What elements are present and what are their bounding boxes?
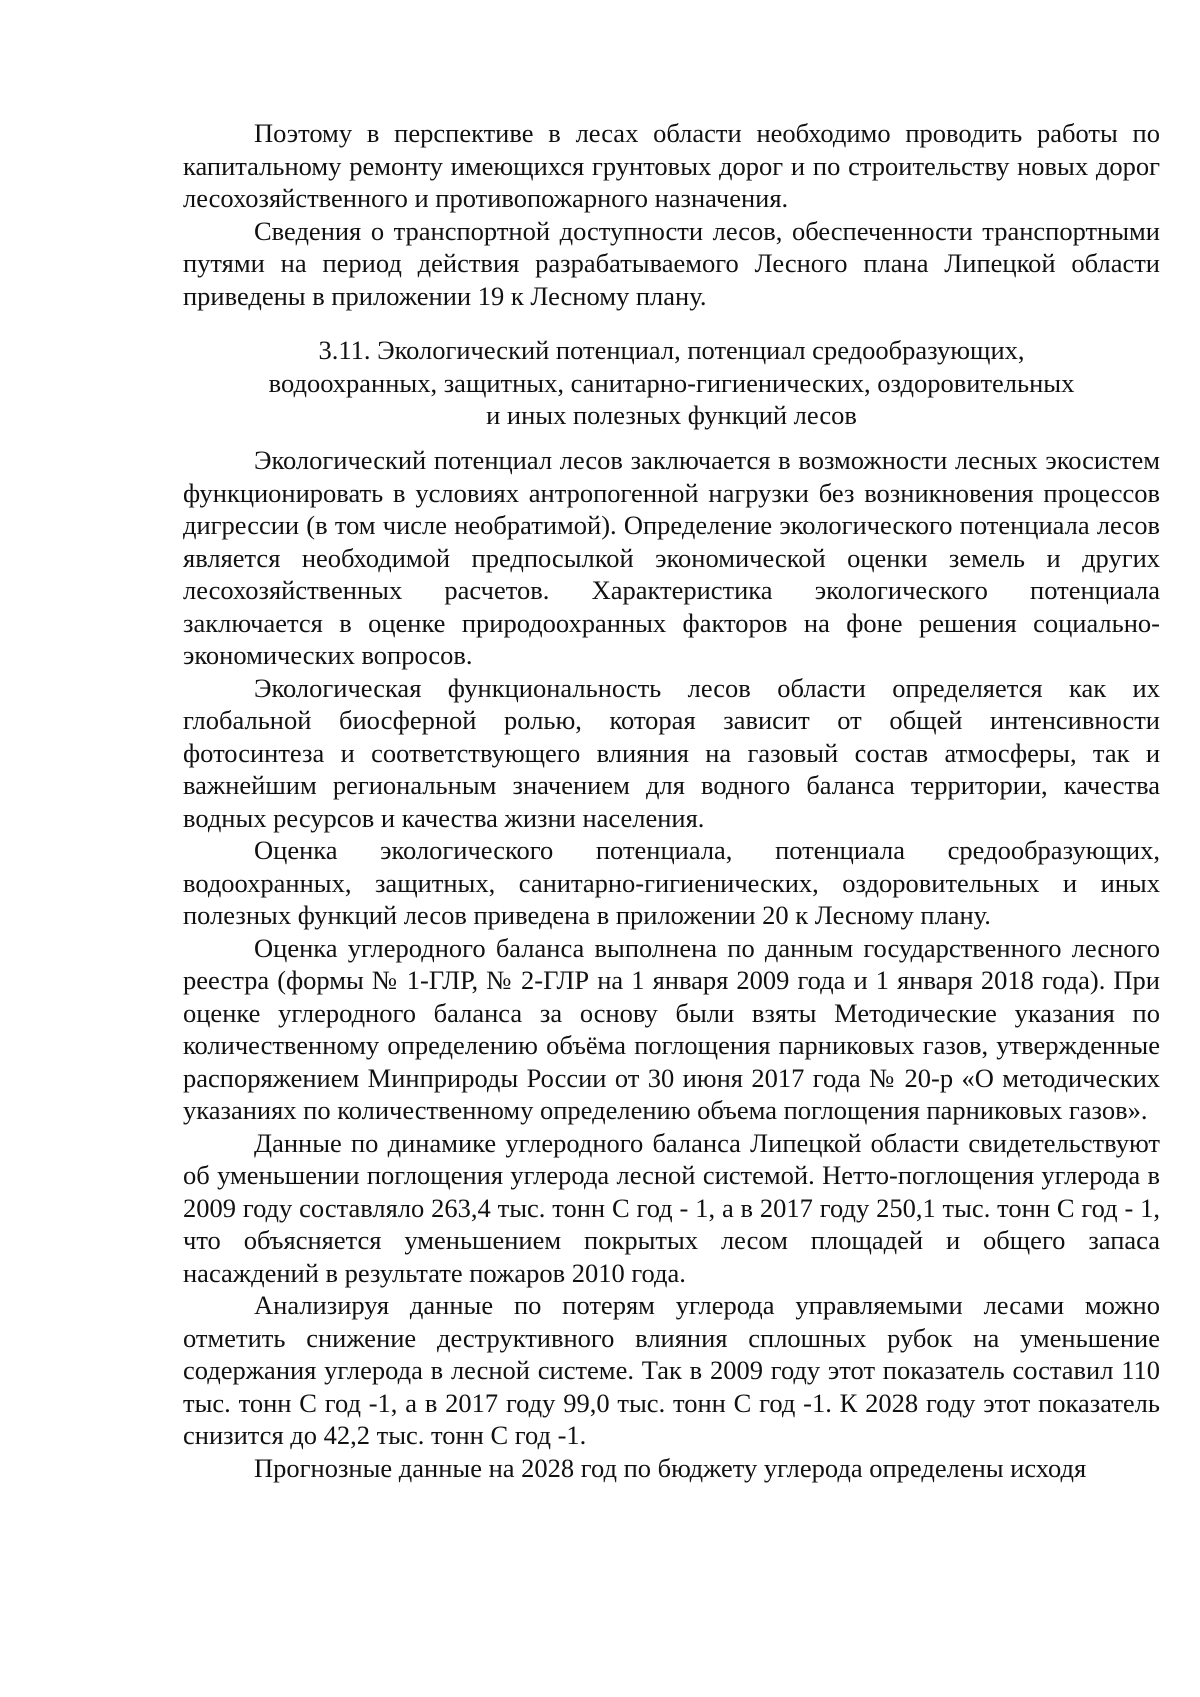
- section-heading-line-3: и иных полезных функций лесов: [486, 400, 857, 430]
- paragraph-carbon-balance-method: Оценка углеродного баланса выполнена по данным государственного лесного реестра (формы № 1-ГЛР, № 2-ГЛР на 1 января 2009 года и 1 января 2018 года). При оценке углеродного баланса за основу были взяты Методические указания по количественному определению объёма поглощения парниковых газов, утвержденные распоряжением Минприроды России от 30 июня 2017 года № 20-р «О методических указаниях по количественному определению объема поглощения парниковых газов».: [183, 932, 1160, 1125]
- paragraph-transport-access: Сведения о транспортной доступности лесов, обеспеченности транспортными путями на период действия разрабатываемого Лесного плана Липецкой области приведены в приложении 19 к Лесному плану.: [183, 215, 1160, 311]
- paragraph-ecological-potential: Экологический потенциал лесов заключается в возможности лесных экосистем функционировать в условиях антропогенной нагрузки без возникновения процессов дигрессии (в том числе необратимой). Определение экологического потенциала лесов является необходимой предпосылкой экономической оценки земель и других лесохозяйственных расчетов. Характеристика экологического потенциала заключается в оценке природоохранных факторов на фоне решения социально-экономических вопросов.: [183, 445, 1160, 670]
- intro-section: [183, 117, 1160, 312]
- section-heading-line-1: 3.11. Экологический потенциал, потенциал средообразующих,: [318, 335, 1025, 365]
- section-heading: [183, 334, 1160, 432]
- paragraph-carbon-dynamics: Данные по динамике углеродного баланса Липецкой области свидетельствуют об уменьшении поглощения углерода лесной системой. Нетто-поглощения углерода в 2009 году составляло 263,4 тыс. тонн С год - 1, а в 2017 году 250,1 тыс. тонн С год - 1, что объясняется уменьшением покрытых лесом площадей и общего запаса насаждений в результате пожаров 2010 года.: [183, 1127, 1160, 1288]
- paragraph-carbon-forecast: Прогнозные данные на 2028 год по бюджету углерода определены исходя: [254, 1452, 1087, 1483]
- paragraph-roads-repair: Поэтому в перспективе в лесах области необходимо проводить работы по капитальному ремонту имеющихся грунтовых дорог и по строительству новых дорог лесохозяйственного и противопожарного назначения.: [183, 118, 1160, 213]
- paragraph-potential-assessment: Оценка экологического потенциала, потенциала средообразующих, водоохранных, защитных, санитарно-гигиенических, оздоровительных и иных полезных функций лесов приведена в приложении 20 к Лесному плану.: [183, 835, 1160, 930]
- paragraph-ecological-functionality: Экологическая функциональность лесов области определяется как их глобальной биосферной ролью, которая зависит от общей интенсивности фотосинтеза и соответствующего влияния на газовый состав атмосферы, так и важнейшим региональным значением для водного баланса территории, качества водных ресурсов и качества жизни населения.: [183, 672, 1160, 833]
- paragraph-carbon-losses: Анализируя данные по потерям углерода управляемыми лесами можно отметить снижение деструктивного влияния сплошных рубок на уменьшение содержания углерода в лесной системе. Так в 2009 году этот показатель составил 110 тыс. тонн С год -1, а в 2017 году 99,0 тыс. тонн С год -1. К 2028 году этот показатель снизится до 42,2 тыс. тонн С год -1.: [183, 1290, 1160, 1450]
- body-section: [183, 444, 1160, 1484]
- section-heading-line-2: водоохранных, защитных, санитарно-гигиенических, оздоровительных: [268, 367, 1075, 398]
